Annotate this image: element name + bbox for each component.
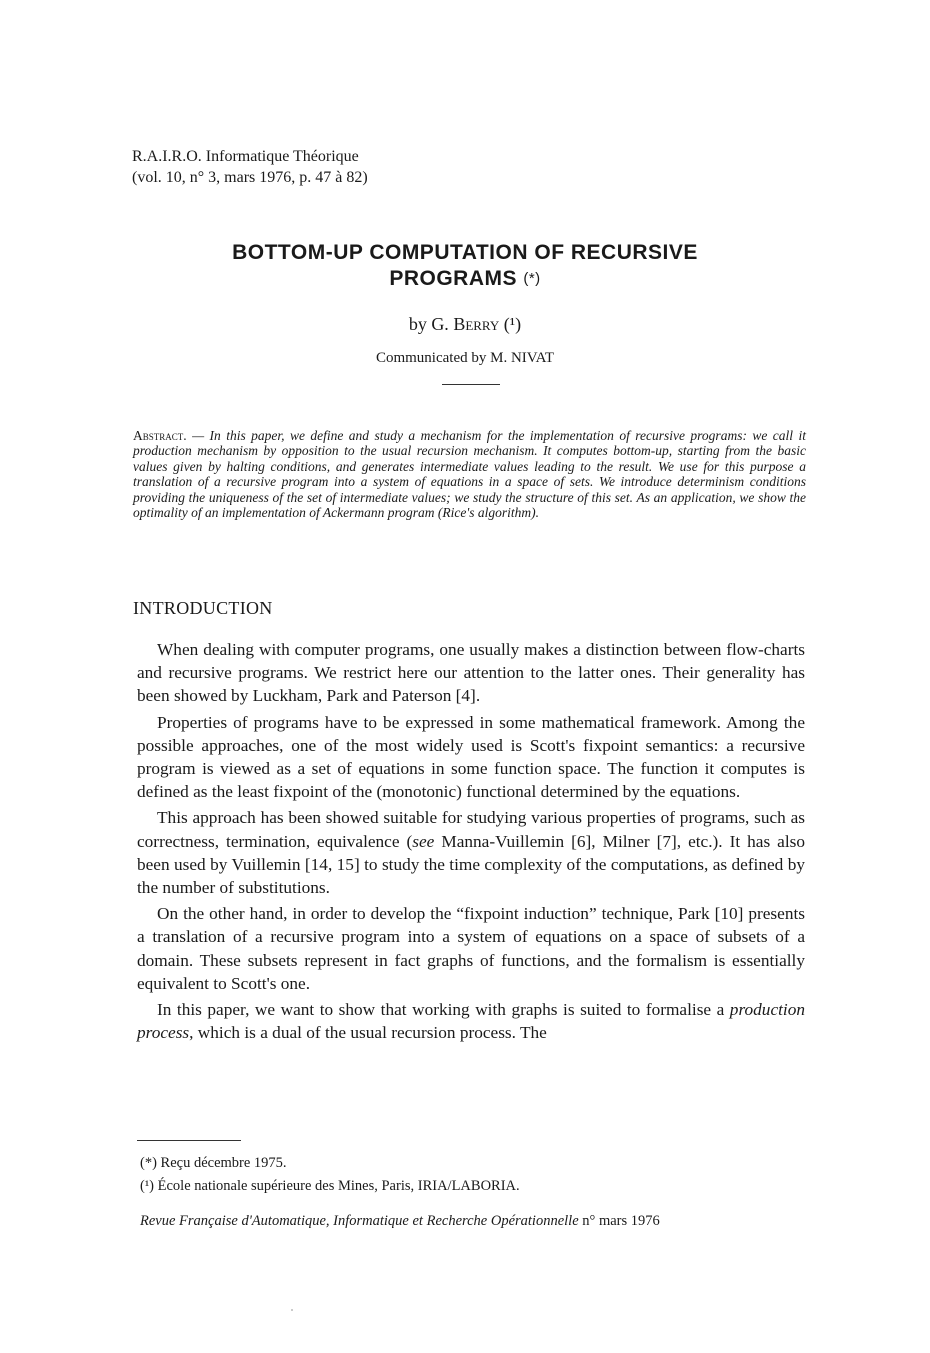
introduction-body — [137, 638, 805, 1047]
abstract — [133, 428, 806, 520]
communicated-by: Communicated by M. NIVAT — [375, 350, 555, 366]
footnotes — [140, 1152, 520, 1198]
journal-line-1: R.A.I.R.O. Informatique Théorique — [132, 148, 359, 165]
author-name: Berry — [453, 314, 500, 334]
paragraph-1: When dealing with computer programs, one usually makes a distinction between flow-charts and recursive programs. We restrict here our attention to the latter ones. Their generality has been showed by Luckham, Park and Paterson [4]. — [137, 640, 805, 706]
paragraph-4: On the other hand, in order to develop the “fixpoint induction” technique, Park [10] presents a translation of a recursive program into a system of equations on a space of subsets of a domain. These subsets represent in fact graphs of functions, and the formalism is essentially equivalent to Scott's one. — [137, 904, 805, 993]
title-footnote-mark: (*) — [523, 270, 541, 287]
abstract-text: — In this paper, we define and study a mechanism for the implementation of recursive programs: we call it production mechanism by opposition to the usual recursion mechanism. It computes bottom-up, starting from the basic values given by halting conditions, and generates intermediate values leading to the result. We use for this purpose a translation of a recursive program into a system of equations in a space of sets. We introduce determinism conditions providing the uniqueness of the set of intermediate values; we study the structure of this set. As an application, we show the optimality of an implementation of Ackermann program (Rice's algorithm). — [133, 428, 806, 521]
paragraph-3-part-a: This approach has been showed suitable for studying various properties of programs, such as correctness, termination, equivalence ( — [137, 808, 805, 851]
abstract-label: Abstract. — [133, 428, 187, 443]
paragraph-5-emphasis: production process — [137, 1000, 805, 1043]
title-line-2-text: PROGRAMS — [389, 267, 517, 290]
title-line-2 — [0, 266, 930, 292]
footnote-1: (*) Reçu décembre 1975. — [140, 1155, 287, 1171]
footer-issue: n° mars 1976 — [582, 1213, 660, 1229]
paragraph-3-see: see — [412, 831, 435, 851]
page-footer — [140, 1213, 808, 1230]
journal-reference — [132, 146, 368, 188]
paragraph-5-part-a: In this paper, we want to show that working with graphs is suited to formalise a — [157, 1000, 730, 1020]
title-divider — [442, 384, 500, 385]
paragraph-3-part-b: Manna-Vuillemin [6], Milner [7], etc.). It has also been used by Vuillemin [14, 15] to study the time complexity of the computations, as defined by the number of substitutions. — [137, 831, 805, 898]
journal-line-2: (vol. 10, n° 3, mars 1976, p. 47 à 82) — [132, 169, 368, 186]
paragraph-3 — [137, 806, 805, 899]
footer-journal: Revue Française d'Automatique, Informatique et Recherche Opérationnelle — [140, 1213, 579, 1229]
title-line-1: BOTTOM-UP COMPUTATION OF RECURSIVE — [232, 241, 698, 264]
footnote-2: (¹) École nationale supérieure des Mines, Paris, IRIA/LABORIA. — [140, 1178, 520, 1194]
author-footnote-mark: (¹) — [503, 314, 522, 334]
author-byline — [0, 314, 930, 335]
scan-speck — [291, 1309, 293, 1311]
paragraph-2: Properties of programs have to be expressed in some mathematical framework. Among the possible approaches, one of the most widely used is Scott's fixpoint semantics: a recursive program is viewed as a set of equations in some function space. The function it computes is defined as the least fixpoint of the (monotonic) functional determined by the equations. — [137, 712, 805, 802]
paragraph-5-part-b: , which is a dual of the usual recursion process. The — [189, 1023, 547, 1043]
section-heading: INTRODUCTION — [133, 598, 273, 618]
paper-title — [0, 240, 930, 292]
byline-prefix: by G. — [408, 314, 449, 334]
paragraph-5 — [137, 998, 805, 1044]
footnote-divider — [137, 1140, 241, 1141]
